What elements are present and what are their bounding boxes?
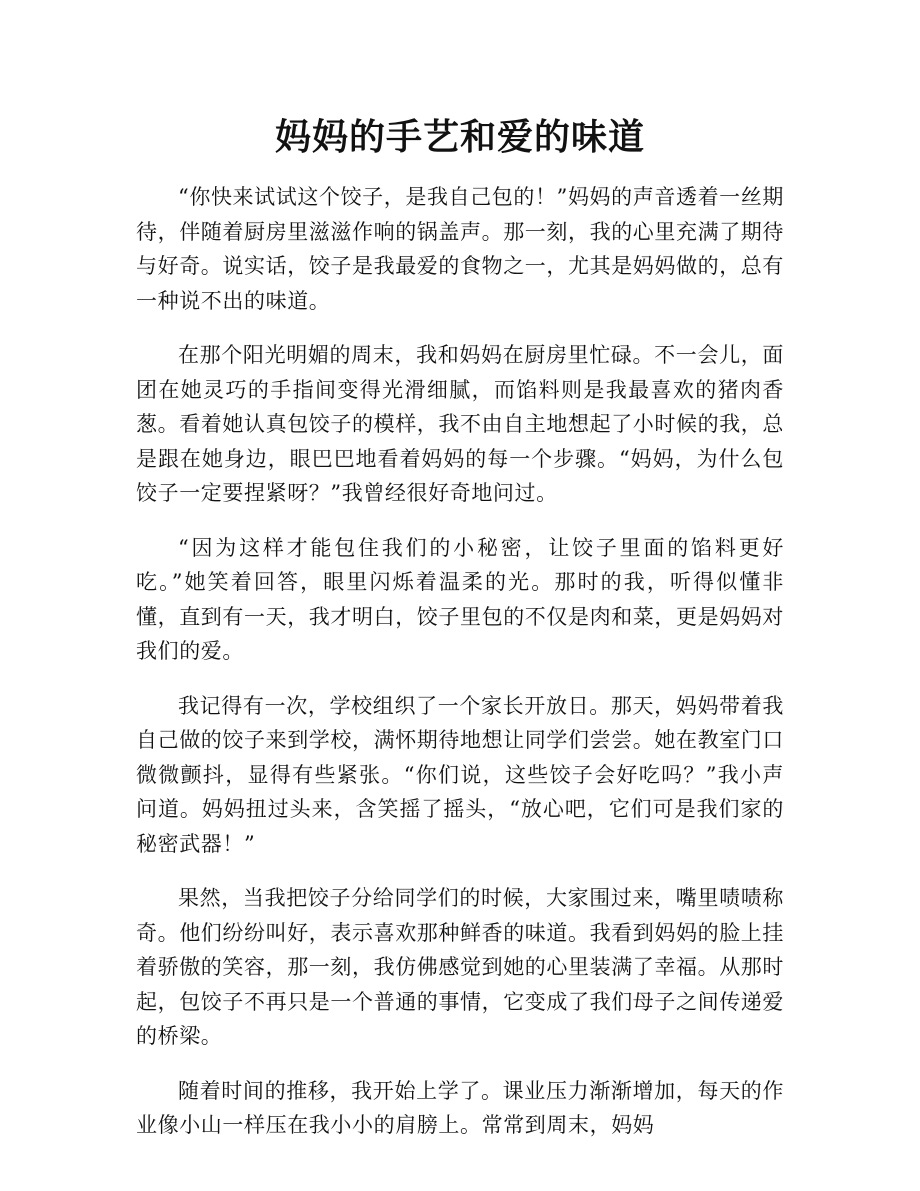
article-body: [136, 180, 784, 1143]
paragraph-6: 随着时间的推移，我开始上学了。课业压力渐渐增加，每天的作业像小山一样压在我小小的肩膀上。常常到周末，妈妈: [136, 1078, 784, 1137]
paragraph-2: 在那个阳光明媚的周末，我和妈妈在厨房里忙碌。不一会儿，面团在她灵巧的手指间变得光滑细腻，而馅料则是我最喜欢的猪肉香葱。看着她认真包饺子的模样，我不由自主地想起了小时候的我，总是跟在她身边，眼巴巴地看着妈妈的每一个步骤。“妈妈，为什么包饺子一定要捏紧呀？”我曾经很好奇地问过。: [136, 343, 784, 505]
paragraph-4: 我记得有一次，学校组织了一个家长开放日。那天，妈妈带着我自己做的饺子来到学校，满怀期待地想让同学们尝尝。她在教室门口微微颤抖，显得有些紧张。“你们说，这些饺子会好吃吗？”我小声问道。妈妈扭过头来，含笑摇了摇头，“放心吧，它们可是我们家的秘密武器！”: [136, 693, 784, 856]
paragraph-3: “因为这样才能包住我们的小秘密，让饺子里面的馅料更好吃。”她笑着回答，眼里闪烁着温柔的光。那时的我，听得似懂非懂，直到有一天，我才明白，饺子里包的不仅是肉和菜，更是妈妈对我们的爱。: [136, 535, 784, 663]
paragraph-5: 果然，当我把饺子分给同学们的时候，大家围过来，嘴里啧啧称奇。他们纷纷叫好，表示喜欢那种鲜香的味道。我看到妈妈的脸上挂着骄傲的笑容，那一刻，我仿佛感觉到她的心里装满了幸福。从那时起，包饺子不再只是一个普通的事情，它变成了我们母子之间传递爱的桥梁。: [136, 886, 784, 1048]
paragraph-1: “你快来试试这个饺子，是我自己包的！”妈妈的声音透着一丝期待，伴随着厨房里滋滋作响的锅盖声。那一刻，我的心里充满了期待与好奇。说实话，饺子是我最爱的食物之一，尤其是妈妈做的，总有一种说不出的味道。: [136, 185, 784, 313]
document-title: 妈妈的手艺和爱的味道: [274, 117, 645, 158]
